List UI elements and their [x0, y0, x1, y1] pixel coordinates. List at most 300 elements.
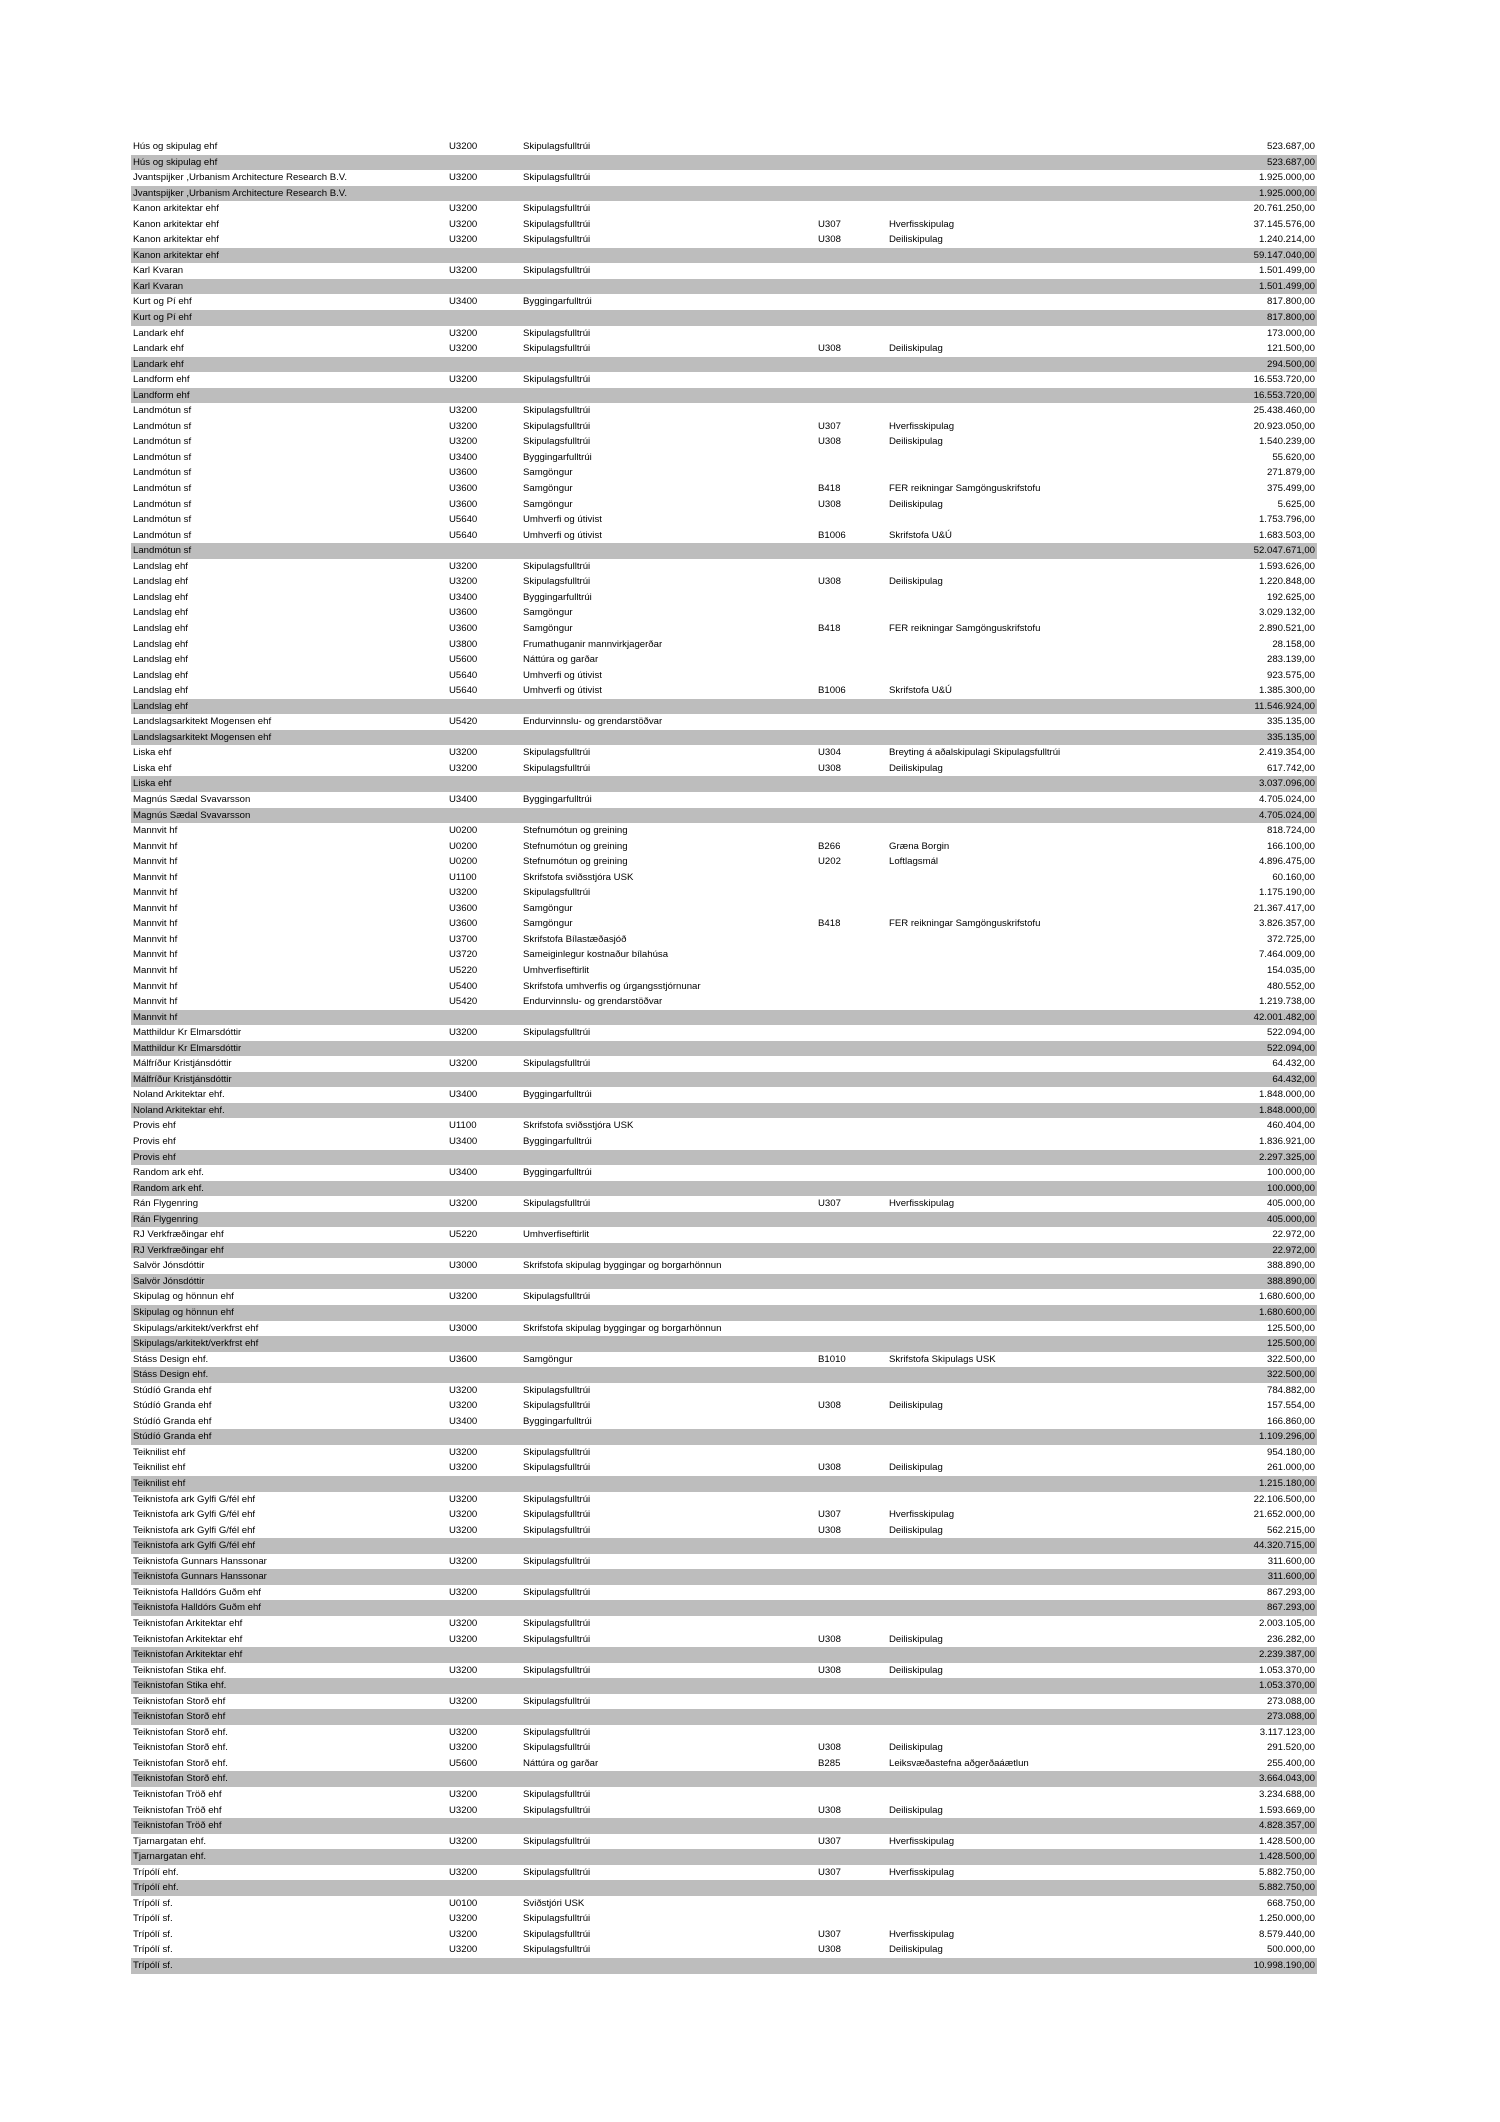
cell-name: Teiknistofan Storð ehf. — [133, 1742, 228, 1754]
cell-desc: Skrifstofa skipulag byggingar og borgarhönnun — [523, 1260, 722, 1272]
cell-code: U3600 — [449, 498, 478, 510]
cell-code: U3200 — [449, 420, 478, 432]
cell-name: Trípólí sf. — [133, 1944, 173, 1956]
cell-amount: 5.625,00 — [1277, 498, 1315, 510]
cell-amount: 59.147.040,00 — [1253, 249, 1315, 261]
subtotal-row — [131, 1771, 1317, 1787]
cell-desc: Skipulagsfulltrúi — [523, 1524, 591, 1536]
subtotal-row — [131, 1569, 1317, 1585]
cell-amount: 405.000,00 — [1266, 1213, 1315, 1225]
ledger-table — [131, 139, 1317, 1974]
cell-desc: Byggingarfulltrúi — [523, 296, 592, 308]
cell-code: U3200 — [449, 1617, 478, 1629]
cell-desc: Samgöngur — [523, 483, 573, 495]
cell-amount: 460.404,00 — [1266, 1120, 1315, 1132]
table-row — [131, 963, 1317, 979]
cell-desc: Skipulagsfulltrúi — [523, 1586, 591, 1598]
cell-name: Noland Arkitektar ehf. — [133, 1104, 225, 1116]
cell-name: Landslag ehf — [133, 576, 188, 588]
cell-amount: 311.600,00 — [1267, 1555, 1315, 1567]
cell-name: Teiknistofa ark Gylfi G/fél ehf — [133, 1524, 256, 1536]
cell-name: Mannvit hf — [133, 825, 178, 837]
cell-amount: 20.761.250,00 — [1253, 203, 1315, 215]
table-row — [131, 1289, 1317, 1305]
cell-amount: 64.432,00 — [1272, 1073, 1315, 1085]
cell-code: U3400 — [449, 451, 478, 463]
cell-name: Teiknistofan Storð ehf — [133, 1695, 226, 1707]
subtotal-row — [131, 1818, 1317, 1834]
cell-pdesc: Loftlagsmál — [889, 856, 939, 868]
cell-desc: Skipulagsfulltrúi — [523, 1633, 591, 1645]
cell-name: Teiknistofan Tröð ehf — [133, 1788, 222, 1800]
cell-amount: 2.419.354,00 — [1258, 747, 1315, 759]
subtotal-row — [131, 310, 1317, 326]
cell-desc: Skipulagsfulltrúi — [523, 1928, 591, 1940]
cell-amount: 923.575,00 — [1266, 669, 1315, 681]
cell-pcode: B1006 — [818, 529, 846, 541]
cell-amount: 1.501.499,00 — [1258, 265, 1315, 277]
cell-name: Salvör Jónsdóttir — [133, 1260, 205, 1272]
table-row — [131, 745, 1317, 761]
cell-amount: 22.972,00 — [1272, 1229, 1315, 1241]
cell-name: Teiknistofa Halldórs Guðm ehf — [133, 1602, 261, 1614]
table-row — [131, 497, 1317, 513]
subtotal-row — [131, 1150, 1317, 1166]
cell-desc: Skipulagsfulltrúi — [523, 1617, 591, 1629]
cell-amount: 1.428.500,00 — [1258, 1835, 1315, 1847]
cell-amount: 1.683.503,00 — [1258, 529, 1315, 541]
cell-name: Landform ehf — [133, 374, 190, 386]
cell-amount: 166.860,00 — [1266, 1415, 1315, 1427]
cell-name: Teiknistofan Storð ehf. — [133, 1773, 228, 1785]
cell-code: U3600 — [449, 483, 478, 495]
cell-code: U3200 — [449, 343, 478, 355]
cell-desc: Skipulagsfulltrúi — [523, 1913, 591, 1925]
cell-name: Trípólí sf. — [133, 1913, 173, 1925]
cell-name: Random ark ehf. — [133, 1167, 204, 1179]
cell-code: U1100 — [449, 871, 477, 883]
table-row — [131, 1258, 1317, 1274]
cell-amount: 261.000,00 — [1266, 1462, 1315, 1474]
cell-desc: Skipulagsfulltrúi — [523, 747, 591, 759]
table-row — [131, 994, 1317, 1010]
cell-amount: 16.553.720,00 — [1253, 389, 1315, 401]
subtotal-row — [131, 1600, 1317, 1616]
cell-code: U3000 — [449, 1260, 478, 1272]
cell-amount: 28.158,00 — [1272, 638, 1315, 650]
cell-amount: 3.234.688,00 — [1258, 1788, 1315, 1800]
cell-name: Stúdíó Granda ehf — [133, 1415, 212, 1427]
cell-pdesc: Deiliskipulag — [889, 1633, 943, 1645]
cell-amount: 1.680.600,00 — [1258, 1291, 1315, 1303]
cell-name: Málfríður Kristjánsdóttir — [133, 1073, 232, 1085]
table-row — [131, 263, 1317, 279]
cell-amount: 154.035,00 — [1266, 964, 1315, 976]
cell-desc: Skipulagsfulltrúi — [523, 762, 591, 774]
table-row — [131, 870, 1317, 886]
cell-amount: 523.687,00 — [1266, 141, 1315, 152]
cell-code: U3400 — [449, 793, 478, 805]
cell-code: U3200 — [449, 1509, 478, 1521]
cell-desc: Skipulagsfulltrúi — [523, 1835, 591, 1847]
cell-code: U3200 — [449, 887, 478, 899]
cell-desc: Skrifstofa sviðsstjóra USK — [523, 1120, 634, 1132]
cell-name: Stúdíó Granda ehf — [133, 1400, 212, 1412]
cell-pcode: B1010 — [818, 1353, 846, 1365]
cell-code: U0100 — [449, 1897, 478, 1909]
cell-code: U3200 — [449, 1493, 478, 1505]
table-row — [131, 683, 1317, 699]
table-row — [131, 326, 1317, 342]
cell-code: U3200 — [449, 1742, 478, 1754]
cell-amount: 8.579.440,00 — [1258, 1928, 1315, 1940]
cell-pdesc: Hverfisskipulag — [889, 1509, 955, 1521]
cell-pcode: U308 — [818, 1524, 841, 1536]
cell-amount: 1.385.300,00 — [1258, 685, 1315, 697]
cell-code: U3200 — [449, 436, 478, 448]
table-row — [131, 372, 1317, 388]
cell-code: U3200 — [449, 1027, 478, 1039]
cell-pdesc: Hverfisskipulag — [889, 218, 955, 230]
cell-code: U5420 — [449, 716, 478, 728]
cell-name: Teiknilist ehf — [133, 1462, 186, 1474]
cell-name: Provis ehf — [133, 1120, 176, 1132]
cell-desc: Byggingarfulltrúi — [523, 1167, 592, 1179]
table-row — [131, 1756, 1317, 1772]
cell-amount: 1.240.214,00 — [1258, 234, 1315, 246]
cell-name: Teiknistofan Storð ehf. — [133, 1757, 228, 1769]
cell-amount: 817.800,00 — [1266, 296, 1315, 308]
cell-amount: 291.520,00 — [1266, 1742, 1315, 1754]
cell-code: U3200 — [449, 374, 478, 386]
cell-name: Trípólí ehf. — [133, 1882, 179, 1894]
table-row — [131, 668, 1317, 684]
cell-code: U5220 — [449, 1229, 478, 1241]
cell-code: U0200 — [449, 856, 478, 868]
cell-desc: Stefnumótun og greining — [523, 840, 628, 852]
cell-name: Stáss Design ehf. — [133, 1369, 209, 1381]
cell-pdesc: Græna Borgin — [889, 840, 950, 852]
subtotal-row — [131, 1476, 1317, 1492]
cell-pdesc: Deiliskipulag — [889, 498, 943, 510]
cell-amount: 44.320.715,00 — [1253, 1540, 1315, 1552]
cell-pcode: B418 — [818, 622, 841, 634]
cell-amount: 4.896.475,00 — [1258, 856, 1315, 868]
cell-pcode: U308 — [818, 1944, 841, 1956]
cell-desc: Skipulagsfulltrúi — [523, 234, 591, 246]
cell-code: U3000 — [449, 1322, 478, 1334]
cell-pdesc: Skrifstofa U&Ú — [889, 529, 952, 541]
cell-code: U3600 — [449, 607, 478, 619]
cell-name: Teiknistofa Gunnars Hanssonar — [133, 1571, 267, 1583]
cell-pdesc: FER reikningar Samgönguskrifstofu — [889, 918, 1041, 930]
cell-desc: Skipulagsfulltrúi — [523, 1695, 591, 1707]
cell-desc: Byggingarfulltrúi — [523, 1415, 592, 1427]
cell-pcode: U308 — [818, 576, 841, 588]
table-row — [131, 1414, 1317, 1430]
cell-code: U3200 — [449, 1835, 478, 1847]
subtotal-row — [131, 1010, 1317, 1026]
cell-amount: 817.800,00 — [1266, 312, 1315, 324]
cell-name: Hús og skipulag ehf — [133, 141, 218, 152]
cell-pcode: B418 — [818, 483, 841, 495]
subtotal-row — [131, 1958, 1317, 1974]
cell-name: Landslag ehf — [133, 591, 188, 603]
cell-name: Landmótun sf — [133, 405, 192, 417]
cell-amount: 22.972,00 — [1272, 1244, 1315, 1256]
cell-amount: 21.367.417,00 — [1253, 902, 1315, 914]
cell-name: Liska ehf — [133, 778, 172, 790]
cell-amount: 522.094,00 — [1266, 1027, 1315, 1039]
cell-amount: 784.882,00 — [1266, 1384, 1315, 1396]
cell-code: U3200 — [449, 1555, 478, 1567]
cell-pdesc: Hverfisskipulag — [889, 1835, 955, 1847]
cell-amount: 562.215,00 — [1266, 1524, 1315, 1536]
cell-desc: Samgöngur — [523, 467, 573, 479]
table-row — [131, 901, 1317, 917]
subtotal-row — [131, 279, 1317, 295]
subtotal-row — [131, 1274, 1317, 1290]
cell-name: Teiknistofan Arkitektar ehf — [133, 1617, 243, 1629]
cell-amount: 100.000,00 — [1266, 1167, 1315, 1179]
cell-pdesc: Hverfisskipulag — [889, 1866, 955, 1878]
cell-code: U5600 — [449, 1757, 478, 1769]
cell-code: U3200 — [449, 762, 478, 774]
subtotal-row — [131, 1103, 1317, 1119]
table-row — [131, 1087, 1317, 1103]
cell-code: U3200 — [449, 203, 478, 215]
cell-name: Mannvit hf — [133, 1011, 178, 1023]
cell-name: Karl Kvaran — [133, 280, 184, 292]
cell-name: Teiknistofa ark Gylfi G/fél ehf — [133, 1540, 256, 1552]
cell-amount: 617.742,00 — [1266, 762, 1315, 774]
table-row — [131, 481, 1317, 497]
cell-name: Landmótun sf — [133, 529, 192, 541]
cell-desc: Skipulagsfulltrúi — [523, 1198, 591, 1210]
cell-code: U3200 — [449, 1664, 478, 1676]
cell-desc: Samgöngur — [523, 902, 573, 914]
cell-code: U3600 — [449, 622, 478, 634]
cell-desc: Skipulagsfulltrúi — [523, 1742, 591, 1754]
cell-amount: 1.109.296,00 — [1258, 1431, 1315, 1443]
cell-amount: 273.088,00 — [1266, 1695, 1315, 1707]
cell-name: Teiknilist ehf — [133, 1446, 186, 1458]
cell-amount: 3.037.096,00 — [1258, 778, 1315, 790]
cell-amount: 5.882.750,00 — [1258, 1866, 1315, 1878]
table-row — [131, 139, 1317, 155]
cell-amount: 372.725,00 — [1266, 933, 1315, 945]
cell-pcode: U308 — [818, 436, 841, 448]
subtotal-row — [131, 155, 1317, 171]
cell-code: U3200 — [449, 560, 478, 572]
cell-desc: Skipulagsfulltrúi — [523, 1446, 591, 1458]
table-row — [131, 1460, 1317, 1476]
cell-amount: 273.088,00 — [1266, 1711, 1315, 1723]
cell-code: U5420 — [449, 996, 478, 1008]
table-row — [131, 294, 1317, 310]
cell-code: U3200 — [449, 1866, 478, 1878]
cell-desc: Byggingarfulltrúi — [523, 1089, 592, 1101]
cell-code: U3200 — [449, 1726, 478, 1738]
table-row — [131, 574, 1317, 590]
table-row — [131, 621, 1317, 637]
cell-code: U3400 — [449, 1089, 478, 1101]
cell-desc: Skipulagsfulltrúi — [523, 1058, 591, 1070]
table-row — [131, 637, 1317, 653]
cell-pdesc: Hverfisskipulag — [889, 1928, 955, 1940]
cell-amount: 4.705.024,00 — [1258, 793, 1315, 805]
table-row — [131, 1321, 1317, 1337]
cell-name: Teiknistofan Storð ehf — [133, 1711, 226, 1723]
cell-name: Liska ehf — [133, 747, 172, 759]
cell-pdesc: Skrifstofa Skipulags USK — [889, 1353, 996, 1365]
cell-name: Landslag ehf — [133, 654, 188, 666]
cell-desc: Skipulagsfulltrúi — [523, 887, 591, 899]
cell-pcode: U308 — [818, 1633, 841, 1645]
cell-code: U3400 — [449, 591, 478, 603]
cell-desc: Umhverfi og útivist — [523, 685, 602, 697]
cell-amount: 16.553.720,00 — [1253, 374, 1315, 386]
subtotal-row — [131, 186, 1317, 202]
cell-code: U3200 — [449, 1462, 478, 1474]
cell-name: Landark ehf — [133, 327, 184, 339]
cell-desc: Skrifstofa skipulag byggingar og borgarhönnun — [523, 1322, 722, 1334]
cell-code: U3200 — [449, 1384, 478, 1396]
cell-code: U3200 — [449, 576, 478, 588]
cell-name: Landmótun sf — [133, 498, 192, 510]
cell-desc: Skipulagsfulltrúi — [523, 576, 591, 588]
subtotal-row — [131, 1181, 1317, 1197]
cell-amount: 522.094,00 — [1266, 1042, 1315, 1054]
cell-amount: 157.554,00 — [1266, 1400, 1315, 1412]
subtotal-row — [131, 1243, 1317, 1259]
cell-desc: Skipulagsfulltrúi — [523, 436, 591, 448]
cell-code: U1100 — [449, 1120, 477, 1132]
cell-code: U3200 — [449, 1291, 478, 1303]
cell-code: U3200 — [449, 218, 478, 230]
cell-amount: 255.400,00 — [1266, 1757, 1315, 1769]
cell-name: Liska ehf — [133, 762, 172, 774]
cell-amount: 25.438.460,00 — [1253, 405, 1315, 417]
cell-name: Teiknistofa Gunnars Hanssonar — [133, 1555, 267, 1567]
table-row — [131, 652, 1317, 668]
cell-amount: 335.135,00 — [1266, 731, 1315, 743]
table-row — [131, 1507, 1317, 1523]
cell-name: Teiknilist ehf — [133, 1478, 186, 1490]
table-row — [131, 1492, 1317, 1508]
cell-name: Landmótun sf — [133, 545, 192, 557]
cell-amount: 480.552,00 — [1266, 980, 1315, 992]
subtotal-row — [131, 808, 1317, 824]
cell-amount: 1.428.500,00 — [1258, 1851, 1315, 1863]
table-row — [131, 1942, 1317, 1958]
cell-desc: Skipulagsfulltrúi — [523, 405, 591, 417]
cell-amount: 55.620,00 — [1272, 451, 1315, 463]
cell-desc: Skrifstofa sviðsstjóra USK — [523, 871, 634, 883]
cell-pcode: U307 — [818, 420, 841, 432]
cell-amount: 1.250.000,00 — [1258, 1913, 1315, 1925]
table-row — [131, 1025, 1317, 1041]
cell-amount: 2.890.521,00 — [1258, 622, 1315, 634]
cell-pcode: B418 — [818, 918, 841, 930]
cell-pcode: U307 — [818, 218, 841, 230]
cell-amount: 11.546.924,00 — [1254, 700, 1315, 712]
cell-name: Landmótun sf — [133, 483, 192, 495]
table-row — [131, 1927, 1317, 1943]
cell-desc: Skipulagsfulltrúi — [523, 203, 591, 215]
subtotal-row — [131, 1212, 1317, 1228]
cell-code: U3200 — [449, 1058, 478, 1070]
cell-name: Landslag ehf — [133, 560, 188, 572]
table-row — [131, 512, 1317, 528]
table-row — [131, 1787, 1317, 1803]
table-row — [131, 419, 1317, 435]
cell-amount: 1.215.180,00 — [1258, 1478, 1315, 1490]
cell-amount: 3.029.132,00 — [1258, 607, 1315, 619]
cell-amount: 322.500,00 — [1266, 1369, 1315, 1381]
table-row — [131, 823, 1317, 839]
cell-name: Landmótun sf — [133, 467, 192, 479]
cell-amount: 388.890,00 — [1266, 1275, 1315, 1287]
cell-name: Skipulag og hönnun ehf — [133, 1291, 234, 1303]
cell-name: Kanon arkitektar ehf — [133, 218, 219, 230]
cell-name: Stúdíó Granda ehf — [133, 1431, 212, 1443]
cell-amount: 388.890,00 — [1266, 1260, 1315, 1272]
cell-code: U0200 — [449, 825, 478, 837]
cell-desc: Skipulagsfulltrúi — [523, 343, 591, 355]
cell-amount: 121.500,00 — [1266, 343, 1315, 355]
cell-pdesc: Deiliskipulag — [889, 762, 943, 774]
table-row — [131, 1056, 1317, 1072]
subtotal-row — [131, 1429, 1317, 1445]
cell-amount: 1.220.848,00 — [1258, 576, 1315, 588]
cell-code: U3200 — [449, 747, 478, 759]
table-row — [131, 1725, 1317, 1741]
cell-code: U3200 — [449, 172, 478, 184]
table-row — [131, 1554, 1317, 1570]
table-row — [131, 1118, 1317, 1134]
table-row — [131, 792, 1317, 808]
cell-code: U3600 — [449, 1353, 478, 1365]
cell-amount: 64.432,00 — [1272, 1058, 1315, 1070]
cell-desc: Byggingarfulltrúi — [523, 451, 592, 463]
subtotal-row — [131, 1678, 1317, 1694]
cell-desc: Skipulagsfulltrúi — [523, 1788, 591, 1800]
cell-amount: 2.239.387,00 — [1258, 1649, 1315, 1661]
cell-amount: 405.000,00 — [1266, 1198, 1315, 1210]
table-row — [131, 1398, 1317, 1414]
cell-name: Matthildur Kr Elmarsdóttir — [133, 1042, 242, 1054]
cell-name: Mannvit hf — [133, 887, 178, 899]
table-row — [131, 1911, 1317, 1927]
cell-pdesc: Hverfisskipulag — [889, 420, 955, 432]
cell-name: Teiknistofan Stika ehf. — [133, 1680, 227, 1692]
cell-code: U3200 — [449, 405, 478, 417]
cell-amount: 283.139,00 — [1266, 654, 1315, 666]
subtotal-row — [131, 1880, 1317, 1896]
table-row — [131, 1694, 1317, 1710]
cell-desc: Skipulagsfulltrúi — [523, 1509, 591, 1521]
subtotal-row — [131, 1041, 1317, 1057]
cell-name: Teiknistofan Arkitektar ehf — [133, 1649, 243, 1661]
cell-code: U3200 — [449, 1928, 478, 1940]
subtotal-row — [131, 388, 1317, 404]
cell-amount: 236.282,00 — [1266, 1633, 1315, 1645]
cell-code: U3200 — [449, 1913, 478, 1925]
cell-name: Mannvit hf — [133, 980, 178, 992]
cell-code: U3200 — [449, 265, 478, 277]
cell-pdesc: Deiliskipulag — [889, 234, 943, 246]
